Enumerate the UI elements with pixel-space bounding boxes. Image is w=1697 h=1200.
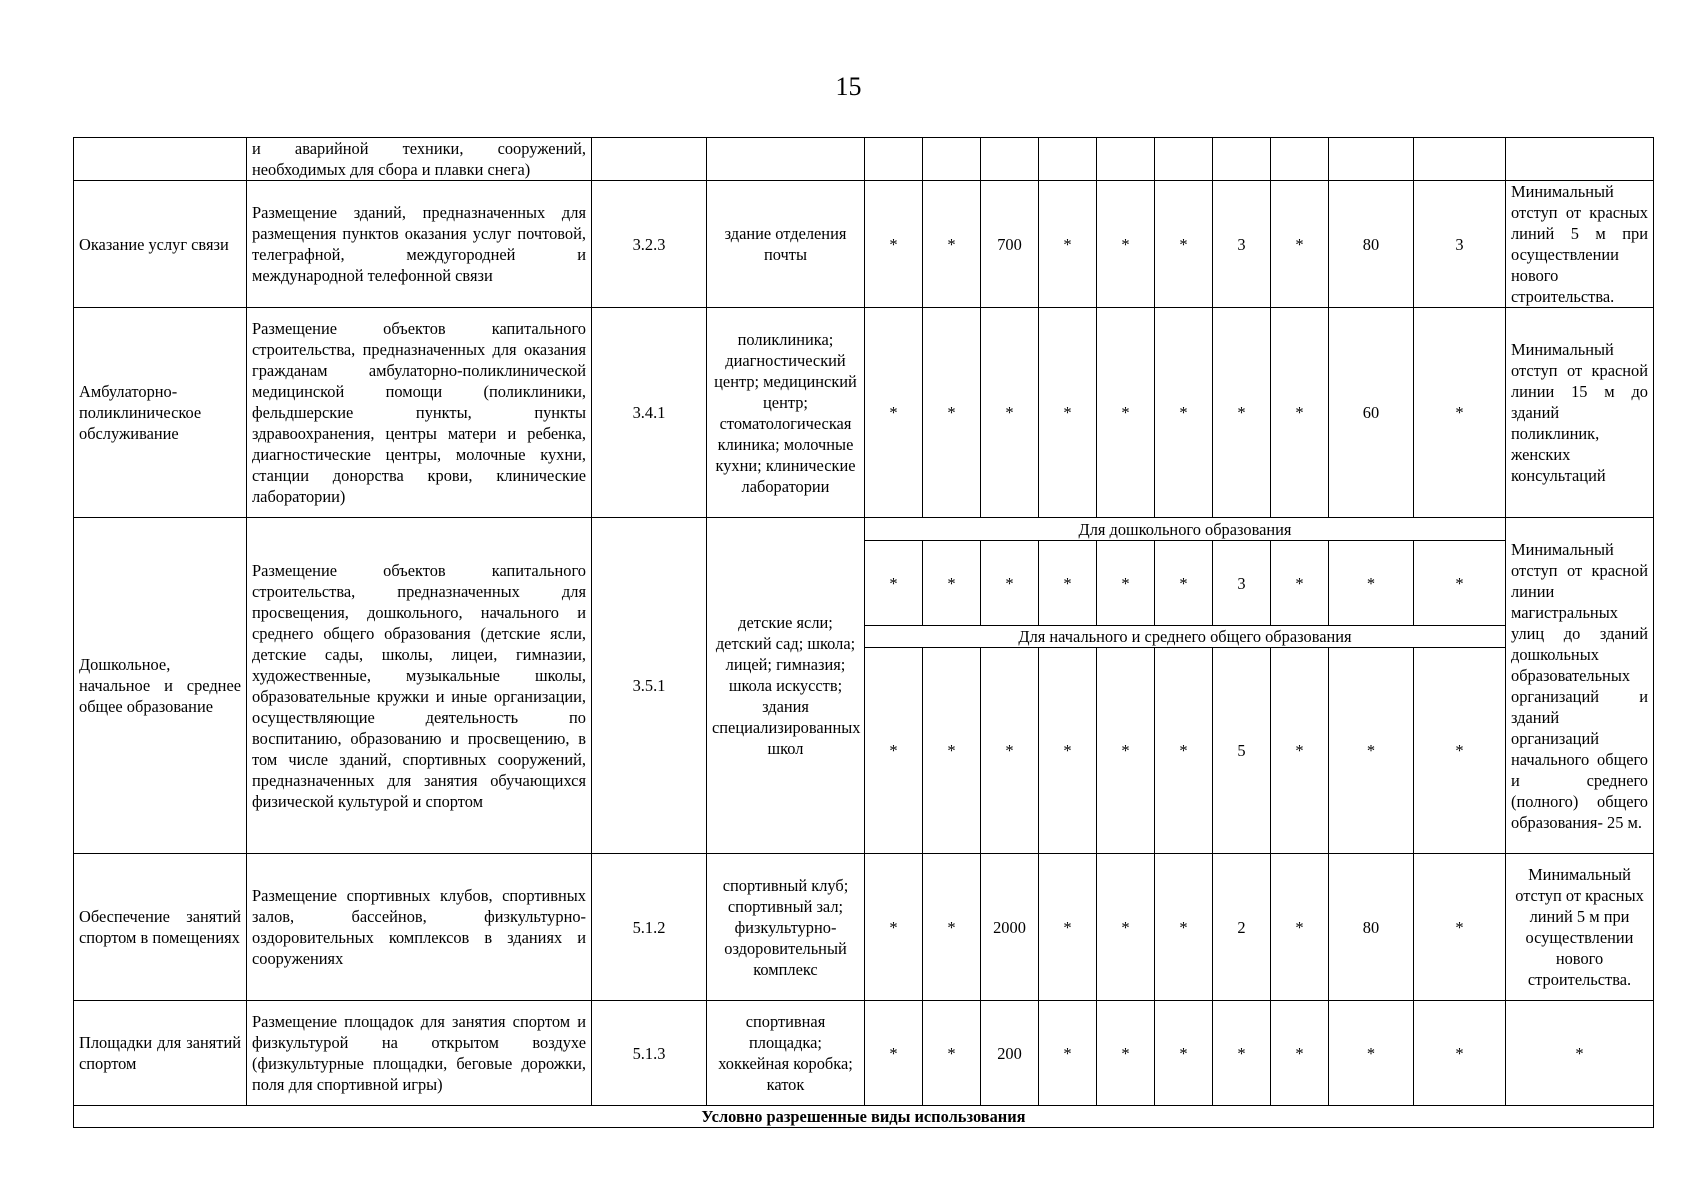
param-cell: * <box>1155 648 1213 854</box>
code-cell: 5.1.3 <box>592 1001 707 1106</box>
objects-cell: детские ясли; детский сад; школа; лицей; гимназия; школа искусств; здания специализированных школ <box>707 518 865 854</box>
param-cell: * <box>865 854 923 1001</box>
param-cell: * <box>1213 308 1271 518</box>
param-cell: * <box>981 308 1039 518</box>
param-cell: * <box>1039 181 1097 308</box>
param-cell: * <box>865 541 923 626</box>
param-cell: * <box>1213 1001 1271 1106</box>
param-cell: * <box>865 648 923 854</box>
table-row <box>74 1106 1654 1128</box>
table-row <box>74 138 1654 181</box>
objects-cell: поликлиника; диагностический центр; медицинский центр; стоматологическая клиника; молочные кухни; клинические лаборатории <box>707 308 865 518</box>
param-cell: 3 <box>1213 181 1271 308</box>
use-name-cell: Амбулаторно-поликлиническое обслуживание <box>74 308 247 518</box>
section-heading: Условно разрешенные виды использования <box>74 1106 1654 1128</box>
param-cell: * <box>865 1001 923 1106</box>
param-cell: * <box>1414 1001 1506 1106</box>
param-cell: * <box>1039 854 1097 1001</box>
table-row <box>74 308 1654 518</box>
param-cell: * <box>1097 1001 1155 1106</box>
use-name-cell: Обеспечение занятий спортом в помещениях <box>74 854 247 1001</box>
param-cell: * <box>1329 541 1414 626</box>
code-cell <box>592 138 707 181</box>
param-cell <box>1271 138 1329 181</box>
param-cell: 5 <box>1213 648 1271 854</box>
use-description-cell: Размещение зданий, предназначенных для размещения пунктов оказания услуг почтовой, телеграфной, междугородней и международной телефонной связи <box>247 181 592 308</box>
param-cell: * <box>1039 541 1097 626</box>
param-cell: * <box>1039 1001 1097 1106</box>
param-cell: 200 <box>981 1001 1039 1106</box>
param-cell: * <box>1155 308 1213 518</box>
param-cell: * <box>923 181 981 308</box>
use-description-cell: Размещение спортивных клубов, спортивных залов, бассейнов, физкультурно-оздоровительных комплексов в зданиях и сооружениях <box>247 854 592 1001</box>
use-description-cell: и аварийной техники, сооружений, необходимых для сбора и плавки снега) <box>247 138 592 181</box>
param-cell: * <box>1155 541 1213 626</box>
param-cell: * <box>1329 648 1414 854</box>
param-cell <box>1039 138 1097 181</box>
table-row <box>74 854 1654 1001</box>
regulations-table <box>73 137 1654 1128</box>
objects-cell <box>707 138 865 181</box>
code-cell: 3.2.3 <box>592 181 707 308</box>
code-cell: 3.5.1 <box>592 518 707 854</box>
param-cell: * <box>1271 854 1329 1001</box>
param-cell: * <box>1097 648 1155 854</box>
objects-cell: спортивная площадка; хоккейная коробка; каток <box>707 1001 865 1106</box>
param-cell: * <box>981 541 1039 626</box>
param-cell: * <box>1271 308 1329 518</box>
param-cell: 80 <box>1329 854 1414 1001</box>
param-cell <box>1155 138 1213 181</box>
param-cell: 3 <box>1213 541 1271 626</box>
note-cell: Минимальный отступ от красной линии магистральных улиц до зданий дошкольных образовательных организаций и зданий организаций начального общего и среднего (полного) общего образования- 25 м. <box>1506 518 1654 854</box>
param-cell: * <box>1271 541 1329 626</box>
param-cell: * <box>1097 541 1155 626</box>
param-cell: * <box>1155 854 1213 1001</box>
note-cell: * <box>1506 1001 1654 1106</box>
param-cell <box>981 138 1039 181</box>
subheader-general-education: Для начального и среднего общего образования <box>865 626 1506 648</box>
param-cell: * <box>1271 181 1329 308</box>
table-row <box>74 1001 1654 1106</box>
param-cell: * <box>1039 648 1097 854</box>
note-cell: Минимальный отступ от красных линий 5 м при осуществлении нового строительства. <box>1506 181 1654 308</box>
param-cell: * <box>1329 1001 1414 1106</box>
param-cell: * <box>865 308 923 518</box>
param-cell: * <box>1097 308 1155 518</box>
param-cell <box>865 138 923 181</box>
param-cell <box>1414 138 1506 181</box>
param-cell: * <box>981 648 1039 854</box>
use-description-cell: Размещение объектов капитального строительства, предназначенных для оказания гражданам амбулаторно-поликлинической медицинской помощи (поликлиники, фельдшерские пункты, пункты здравоохранения, центры матери и ребенка, диагностические центры, молочные кухни, станции донорства крови, клинические лаборатории) <box>247 308 592 518</box>
use-name-cell: Дошкольное, начальное и среднее общее образование <box>74 518 247 854</box>
param-cell <box>1329 138 1414 181</box>
param-cell: 700 <box>981 181 1039 308</box>
param-cell: 60 <box>1329 308 1414 518</box>
param-cell: * <box>923 1001 981 1106</box>
use-name-cell: Площадки для занятий спортом <box>74 1001 247 1106</box>
param-cell: * <box>923 854 981 1001</box>
param-cell: * <box>1097 181 1155 308</box>
use-name-cell <box>74 138 247 181</box>
param-cell: 80 <box>1329 181 1414 308</box>
param-cell: 3 <box>1414 181 1506 308</box>
param-cell: * <box>1414 541 1506 626</box>
param-cell: * <box>923 308 981 518</box>
param-cell <box>1213 138 1271 181</box>
param-cell: * <box>923 648 981 854</box>
table-row <box>74 518 1654 541</box>
param-cell: * <box>1414 854 1506 1001</box>
code-cell: 3.4.1 <box>592 308 707 518</box>
param-cell: * <box>1414 308 1506 518</box>
table-row <box>74 181 1654 308</box>
subheader-preschool: Для дошкольного образования <box>865 518 1506 541</box>
param-cell: * <box>1271 1001 1329 1106</box>
code-cell: 5.1.2 <box>592 854 707 1001</box>
param-cell: * <box>865 181 923 308</box>
note-cell <box>1506 138 1654 181</box>
note-cell: Минимальный отступ от красной линии 15 м до зданий поликлиник, женских консультаций <box>1506 308 1654 518</box>
use-description-cell: Размещение объектов капитального строительства, предназначенных для просвещения, дошкольного, начального и среднего общего образования (детские ясли, детские сады, школы, лицеи, гимназии, художественные, музыкальные школы, образовательные кружки и иные организации, осуществляющие деятельность по воспитанию, образованию и просвещению, в том числе зданий, спортивных сооружений, предназначенных для занятия обучающихся физической культурой и спортом <box>247 518 592 854</box>
objects-cell: спортивный клуб; спортивный зал; физкультурно-оздоровительный комплекс <box>707 854 865 1001</box>
param-cell: * <box>923 541 981 626</box>
param-cell: * <box>1271 648 1329 854</box>
param-cell: * <box>1097 854 1155 1001</box>
param-cell <box>1097 138 1155 181</box>
page-number: 15 <box>835 72 862 101</box>
param-cell: * <box>1155 181 1213 308</box>
use-name-cell: Оказание услуг связи <box>74 181 247 308</box>
param-cell: 2000 <box>981 854 1039 1001</box>
objects-cell: здание отделения почты <box>707 181 865 308</box>
param-cell <box>923 138 981 181</box>
param-cell: * <box>1414 648 1506 854</box>
param-cell: * <box>1155 1001 1213 1106</box>
use-description-cell: Размещение площадок для занятия спортом и физкультурой на открытом воздухе (физкультурные площадки, беговые дорожки, поля для спортивной игры) <box>247 1001 592 1106</box>
param-cell: * <box>1039 308 1097 518</box>
note-cell: Минимальный отступ от красных линий 5 м при осуществлении нового строительства. <box>1506 854 1654 1001</box>
param-cell: 2 <box>1213 854 1271 1001</box>
